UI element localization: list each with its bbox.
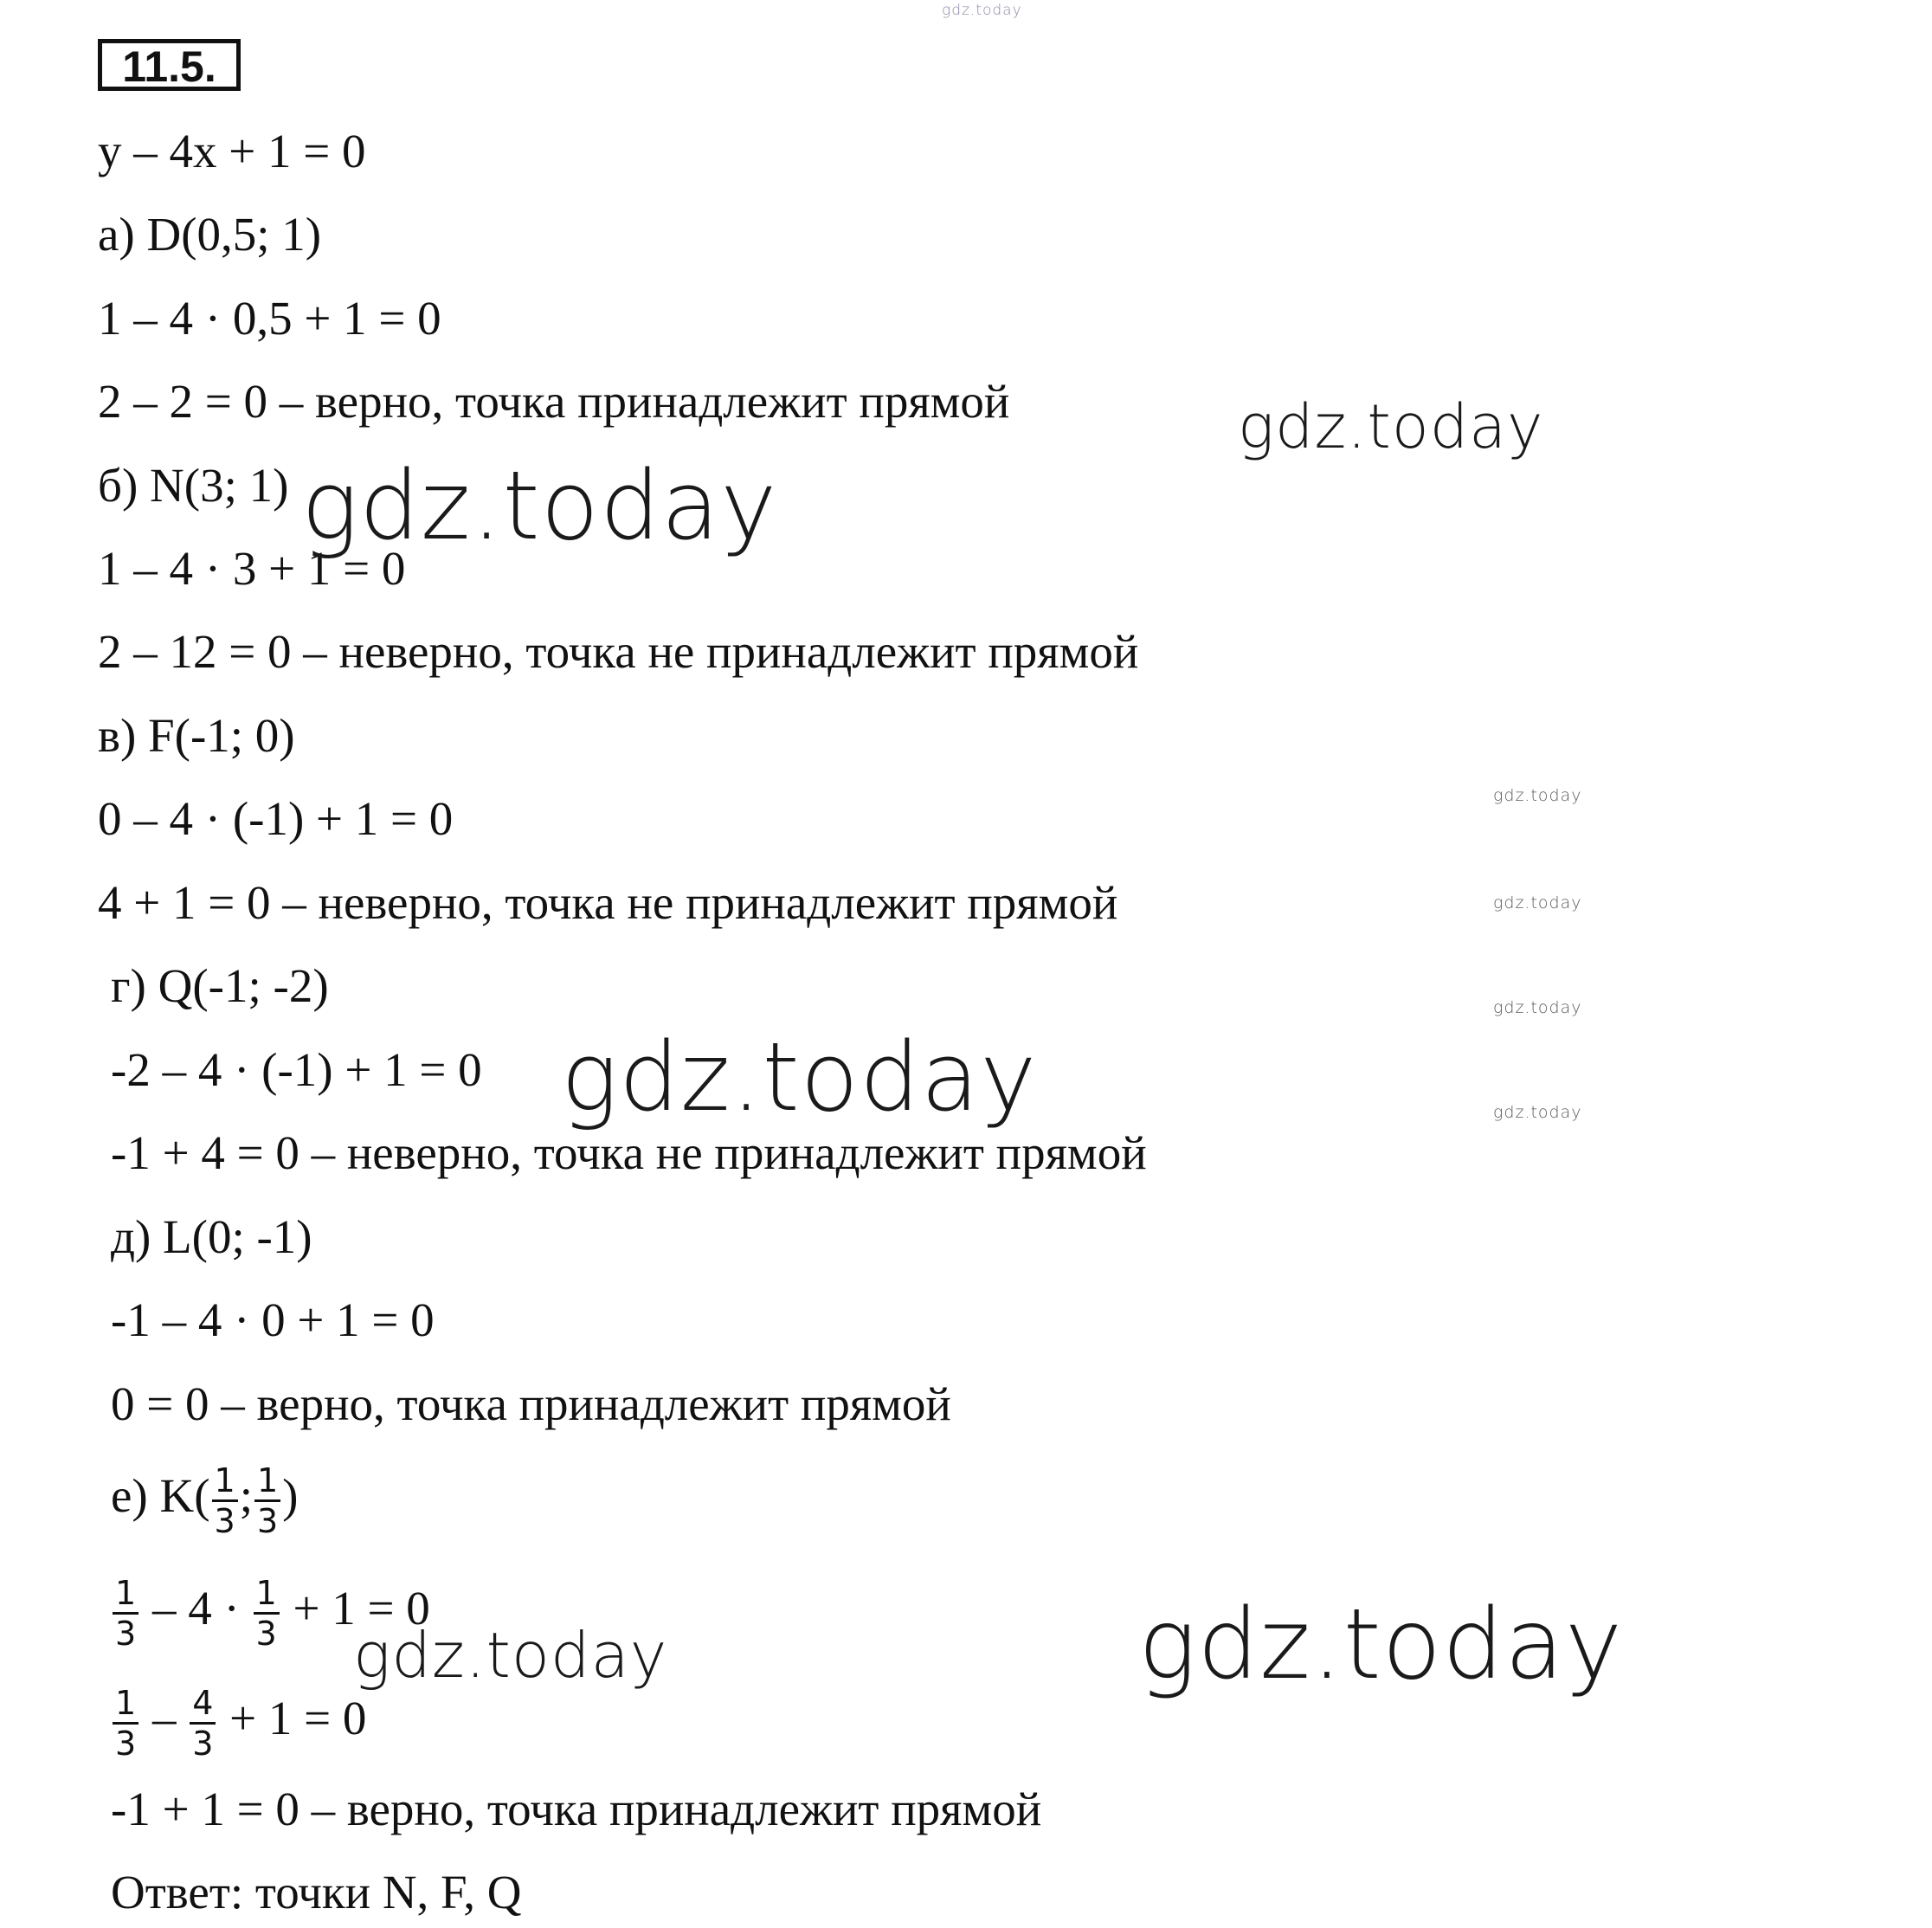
item-e-calc2 (111, 1684, 366, 1763)
fraction-four-thirds: $\frac{4}{3}$ (190, 1684, 216, 1763)
calc2-middle: – (151, 1692, 177, 1745)
item-d-label: д) L(0; -1) (111, 1210, 312, 1263)
watermark: gdz.today (353, 1619, 668, 1692)
item-e-result: -1 + 1 = 0 – верно, точка принадлежит прямой (111, 1783, 1042, 1835)
watermark: gdz.today (301, 450, 778, 561)
watermark: gdz.today (1493, 786, 1582, 805)
watermark: gdz.today (1238, 391, 1544, 462)
watermark: gdz.today (1493, 893, 1582, 912)
item-b-calc: 1 – 4 · 3 + 1 = 0 (98, 542, 406, 595)
item-e-close: ) (282, 1469, 299, 1523)
fraction-one-third: $\frac{1}{3}$ (254, 1574, 280, 1653)
watermark: gdz.today (1138, 1589, 1624, 1701)
fraction-one-third: $\frac{1}{3}$ (113, 1684, 138, 1763)
equation: y – 4x + 1 = 0 (98, 125, 366, 177)
item-b-result: 2 – 12 = 0 – неверно, точка не принадлежит прямой (98, 625, 1139, 678)
item-d-result: 0 = 0 – верно, точка принадлежит прямой (111, 1377, 951, 1430)
item-a-result: 2 – 2 = 0 – верно, точка принадлежит прямой (98, 375, 1010, 428)
item-a-calc: 1 – 4 · 0,5 + 1 = 0 (98, 292, 441, 345)
watermark: gdz.today (1493, 1103, 1582, 1122)
item-g-result: -1 + 4 = 0 – неверно, точка не принадлежит прямой (111, 1126, 1147, 1179)
item-b-label: б) N(3; 1) (98, 459, 289, 512)
answer: Ответ: точки N, F, Q (111, 1866, 522, 1918)
calc1-middle: – 4 · (151, 1582, 240, 1635)
item-a-label: а) D(0,5; 1) (98, 208, 322, 261)
item-g-label: г) Q(-1; -2) (111, 959, 329, 1012)
item-v-result: 4 + 1 = 0 – неверно, точка не принадлежит прямой (98, 876, 1118, 929)
fraction-one-third: $\frac{1}{3}$ (212, 1461, 238, 1540)
problem-number: 11.5. (98, 39, 241, 91)
fraction-one-third: $\frac{1}{3}$ (254, 1461, 280, 1540)
watermark: gdz.today (1493, 998, 1582, 1017)
item-g-calc: -2 – 4 · (-1) + 1 = 0 (111, 1043, 482, 1096)
fraction-one-third: $\frac{1}{3}$ (113, 1574, 138, 1653)
item-v-label: в) F(-1; 0) (98, 709, 295, 762)
item-d-calc: -1 – 4 · 0 + 1 = 0 (111, 1293, 435, 1346)
calc2-end: + 1 = 0 (229, 1692, 367, 1745)
item-e-label (111, 1461, 299, 1540)
watermark: gdz.today (561, 1022, 1038, 1132)
calc1-end: + 1 = 0 (293, 1582, 430, 1635)
watermark-top: gdz.today (942, 2, 1022, 19)
item-v-calc: 0 – 4 · (-1) + 1 = 0 (98, 792, 454, 845)
item-e-prefix: е) K( (111, 1469, 210, 1523)
item-e-separator: ; (239, 1469, 253, 1523)
